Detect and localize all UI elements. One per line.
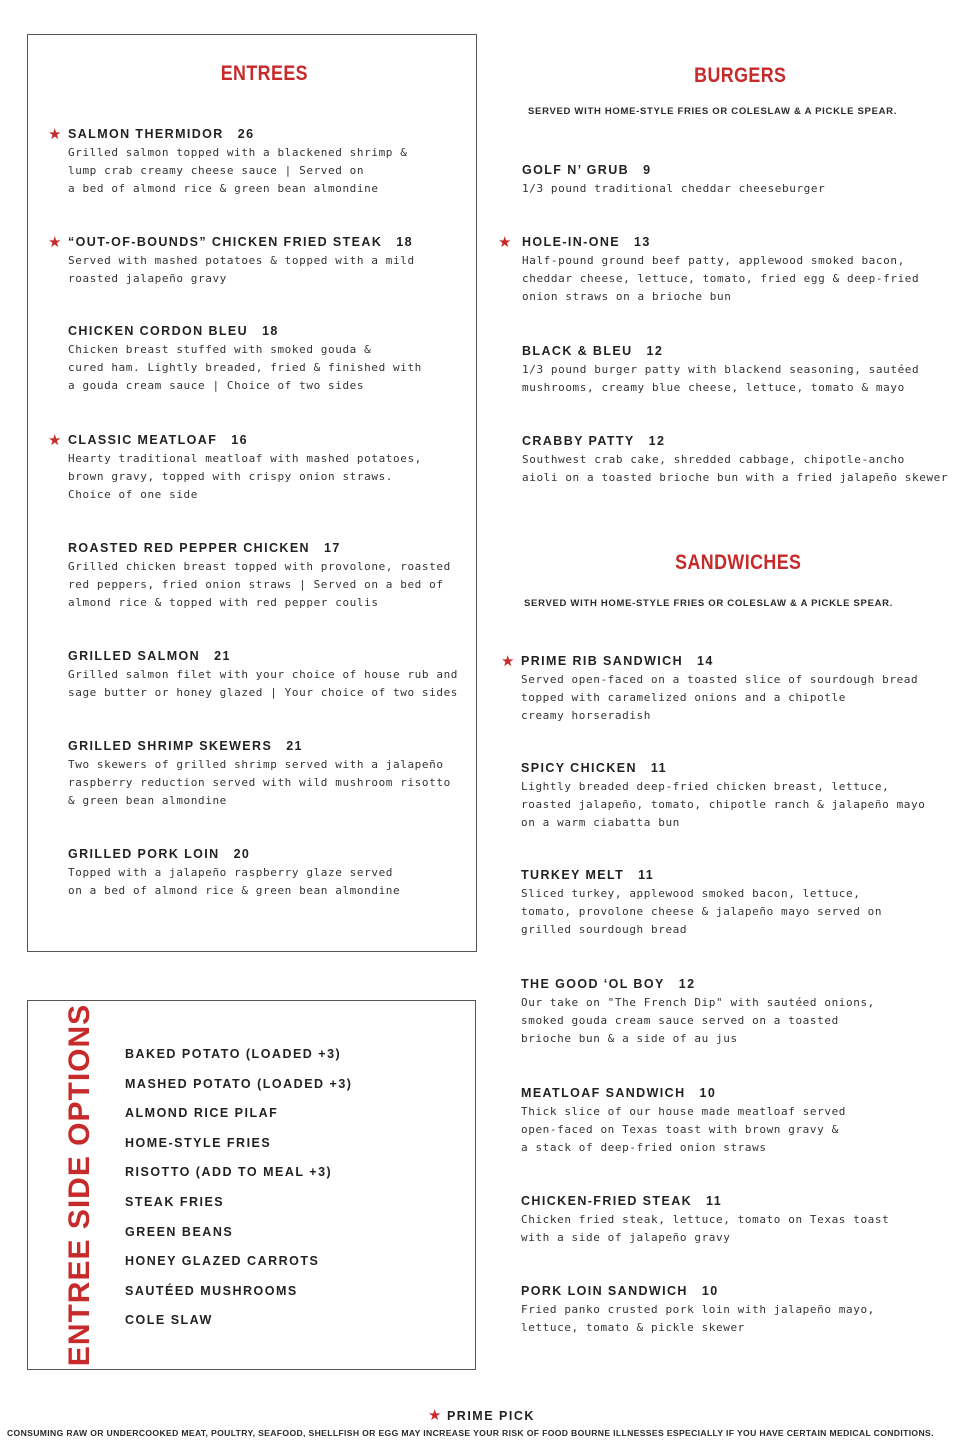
- item-title: [521, 1192, 951, 1210]
- item-title: [521, 1084, 951, 1102]
- item-description: 1/3 pound traditional cheddar cheeseburger: [522, 182, 826, 195]
- item-description: Lightly breaded deep-fried chicken breast, lettuce, roasted jalapeño, tomato, chipotle ranch & jalapeño mayo on a warm ciabatta bun: [521, 780, 926, 829]
- item-price: 18: [262, 324, 279, 338]
- item-description: Our take on "The French Dip" with sautéed onions, smoked gouda cream sauce served on a toasted brioche bun & a side of au jus: [521, 996, 875, 1045]
- item-name: GRILLED PORK LOIN: [68, 847, 220, 861]
- list-item: HOME-STYLE FRIES: [125, 1135, 272, 1150]
- item-title: [522, 432, 952, 450]
- item-price: 18: [396, 235, 413, 249]
- item-price: 10: [701, 1284, 719, 1298]
- menu-item: [68, 539, 498, 612]
- prime-pick-legend: [428, 1406, 535, 1424]
- item-description: Topped with a jalapeño raspberry glaze served on a bed of almond rice & green bean almondine: [68, 866, 401, 897]
- item-price: 17: [324, 541, 341, 555]
- star-icon: ★: [48, 233, 62, 251]
- menu-item: [521, 975, 951, 1048]
- item-title: [521, 652, 951, 670]
- item-price: 16: [231, 433, 248, 447]
- item-description: Served with mashed potatoes & topped with a mild roasted jalapeño gravy: [68, 254, 415, 285]
- list-item: STEAK FRIES: [125, 1194, 225, 1209]
- item-title: [68, 539, 498, 557]
- item-price: 20: [233, 847, 251, 861]
- item-price: 11: [638, 868, 655, 882]
- item-price: 13: [634, 235, 651, 249]
- star-icon: ★: [428, 1406, 443, 1424]
- item-name: “OUT-OF-BOUNDS” CHICKEN FRIED STEAK: [68, 235, 383, 249]
- item-title: [68, 737, 498, 755]
- item-name: CHICKEN-FRIED STEAK: [521, 1194, 693, 1208]
- star-icon: ★: [48, 431, 62, 449]
- item-price: 21: [214, 649, 231, 663]
- item-description: Grilled chicken breast topped with provolone, roasted red peppers, fried onion straws | Served on a bed of almond rice & topped with red pepper coulis: [68, 560, 451, 609]
- star-icon: ★: [501, 652, 515, 670]
- item-description: Served open-faced on a toasted slice of sourdough bread topped with caramelized onions and a chipotle creamy horseradish: [521, 673, 919, 722]
- menu-item: [521, 759, 951, 832]
- menu-item: [521, 866, 951, 939]
- menu-item: [522, 161, 952, 198]
- item-description: Hearty traditional meatloaf with mashed potatoes, brown gravy, topped with crispy onion straws. Choice of one side: [68, 452, 422, 501]
- menu-item: [521, 1282, 951, 1337]
- food-safety-disclaimer: CONSUMING RAW OR UNDERCOOKED MEAT, POULTRY, SEAFOOD, SHELLFISH OR EGG MAY INCREASE YOUR RISK OF FOOD BOURNE ILLNESSES ESPECIALLY IF YOU HAVE CERTAIN MEDICAL CONDITIONS.: [7, 1428, 934, 1438]
- item-title: [68, 233, 498, 251]
- side-options-list: [125, 1044, 352, 1340]
- item-price: 12: [678, 977, 696, 991]
- item-name: MEATLOAF SANDWICH: [521, 1086, 686, 1100]
- menu-item: [522, 432, 952, 487]
- item-price: 11: [706, 1194, 723, 1208]
- list-item: RISOTTO (ADD TO MEAL +3): [125, 1165, 333, 1180]
- item-title: [521, 1282, 951, 1300]
- item-price: 14: [697, 654, 714, 668]
- item-description: 1/3 pound burger patty with blackend seasoning, sautéed mushrooms, creamy blue cheese, lettuce, tomato & mayo: [522, 363, 920, 394]
- list-item: MASHED POTATO (LOADED +3): [125, 1076, 353, 1091]
- item-description: Grilled salmon topped with a blackened shrimp & lump crab creamy cheese sauce | Served on a bed of almond rice & green bean almondine: [68, 146, 408, 195]
- item-title: [522, 161, 952, 179]
- item-title: [522, 233, 952, 251]
- item-name: GRILLED SALMON: [68, 649, 201, 663]
- menu-item: [68, 647, 498, 702]
- sandwiches-heading: SANDWICHES: [675, 551, 802, 574]
- item-title: [521, 866, 951, 884]
- item-name: THE GOOD ‘OL BOY: [521, 977, 665, 991]
- item-name: SPICY CHICKEN: [521, 761, 637, 775]
- item-title: [68, 322, 498, 340]
- list-item: BAKED POTATO (LOADED +3): [125, 1047, 342, 1061]
- item-price: 26: [237, 127, 255, 141]
- item-name: GOLF N’ GRUB: [522, 163, 630, 177]
- item-name: PORK LOIN SANDWICH: [521, 1284, 688, 1298]
- menu-item: [68, 431, 498, 504]
- item-description: Southwest crab cake, shredded cabbage, chipotle-ancho aioli on a toasted brioche bun with a fried jalapeño skewer: [522, 453, 949, 484]
- item-name: ROASTED RED PEPPER CHICKEN: [68, 541, 310, 555]
- star-icon: ★: [498, 233, 512, 251]
- menu-item: [68, 125, 498, 198]
- item-price: 12: [648, 434, 666, 448]
- item-title: [68, 845, 498, 863]
- item-description: Fried panko crusted pork loin with jalapeño mayo, lettuce, tomato & pickle skewer: [521, 1303, 875, 1334]
- item-price: 10: [699, 1086, 717, 1100]
- item-title: [521, 975, 951, 993]
- item-price: 11: [650, 761, 667, 775]
- item-name: TURKEY MELT: [521, 868, 625, 882]
- item-description: Chicken breast stuffed with smoked gouda & cured ham. Lightly breaded, fried & finished with a gouda cream sauce | Choice of two sides: [68, 343, 422, 392]
- entrees-heading: ENTREES: [220, 62, 308, 85]
- item-description: Thick slice of our house made meatloaf served open-faced on Texas toast with brown gravy & a stack of deep-fried onion straws: [521, 1105, 847, 1154]
- item-description: Grilled salmon filet with your choice of house rub and sage butter or honey glazed | Your choice of two sides: [68, 668, 459, 699]
- item-price: 21: [286, 739, 303, 753]
- star-icon: ★: [48, 125, 62, 143]
- menu-item: [522, 342, 952, 397]
- item-title: [522, 342, 952, 360]
- legend-label: PRIME PICK: [446, 1409, 535, 1423]
- item-name: CRABBY PATTY: [522, 434, 635, 448]
- item-description: Two skewers of grilled shrimp served with a jalapeño raspberry reduction served with wild mushroom risotto & green bean almondine: [68, 758, 451, 807]
- menu-item: [521, 1192, 951, 1247]
- item-title: [521, 759, 951, 777]
- item-title: [68, 125, 498, 143]
- list-item: GREEN BEANS: [125, 1224, 234, 1239]
- item-price: 12: [646, 344, 664, 358]
- item-price: 9: [643, 163, 652, 177]
- item-name: CLASSIC MEATLOAF: [68, 433, 218, 447]
- item-name: GRILLED SHRIMP SKEWERS: [68, 739, 273, 753]
- side-options-heading: ENTREE SIDE OPTIONS: [63, 1003, 96, 1367]
- menu-item: [68, 845, 498, 900]
- menu-item: [68, 233, 498, 288]
- menu-item: [521, 1084, 951, 1157]
- list-item: SAUTÉED MUSHROOMS: [125, 1283, 298, 1298]
- menu-item: [522, 233, 952, 306]
- sandwiches-note: SERVED WITH HOME-STYLE FRIES OR COLESLAW & A PICKLE SPEAR.: [524, 598, 894, 609]
- item-description: Sliced turkey, applewood smoked bacon, lettuce, tomato, provolone cheese & jalapeño mayo served on grilled sourdough bread: [521, 887, 883, 936]
- item-title: [68, 647, 498, 665]
- list-item: ALMOND RICE PILAF: [125, 1106, 279, 1121]
- burgers-note: SERVED WITH HOME-STYLE FRIES OR COLESLAW & A PICKLE SPEAR.: [528, 106, 898, 117]
- list-item: HONEY GLAZED CARROTS: [125, 1254, 320, 1269]
- item-name: CHICKEN CORDON BLEU: [68, 324, 249, 338]
- menu-item: [68, 322, 498, 395]
- menu-item: [68, 737, 498, 810]
- item-description: Chicken fried steak, lettuce, tomato on Texas toast with a side of jalapeño gravy: [521, 1213, 890, 1244]
- menu-item: [521, 652, 951, 725]
- item-name: BLACK & BLEU: [522, 344, 633, 358]
- item-name: HOLE-IN-ONE: [522, 235, 621, 249]
- item-name: SALMON THERMIDOR: [68, 127, 224, 141]
- item-title: [68, 431, 498, 449]
- item-name: PRIME RIB SANDWICH: [521, 654, 684, 668]
- item-description: Half-pound ground beef patty, applewood smoked bacon, cheddar cheese, lettuce, tomato, fried egg & deep-fried onion straws on a brioche bun: [522, 254, 920, 303]
- burgers-heading: BURGERS: [694, 64, 787, 87]
- list-item: COLE SLAW: [125, 1313, 213, 1328]
